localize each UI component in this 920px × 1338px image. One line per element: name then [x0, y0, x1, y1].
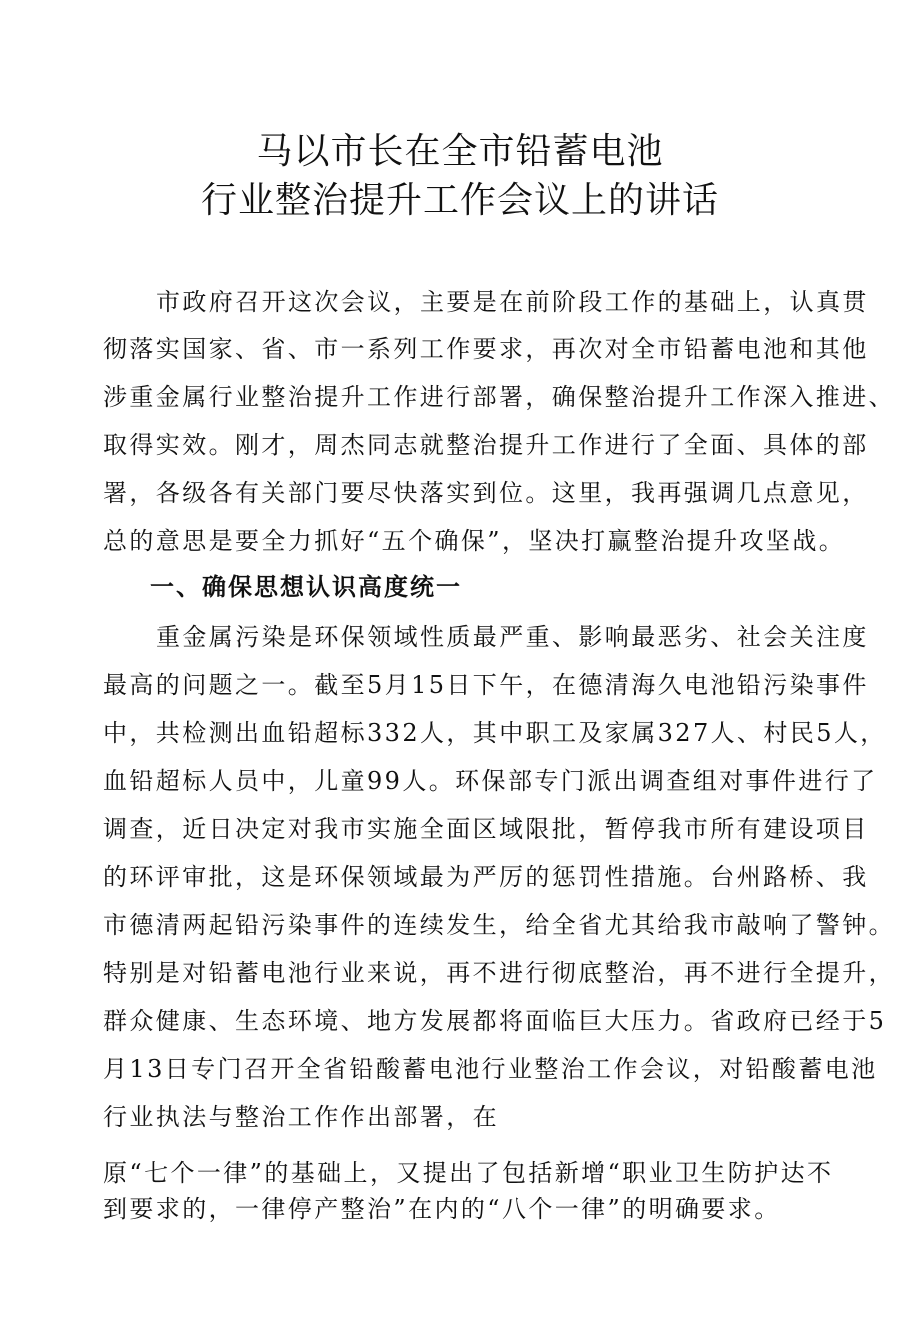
paragraph-line: 的环评审批，这是环保领域最为严厉的惩罚性措施。台州路桥、我	[103, 863, 869, 891]
paragraph-line: 市德清两起铅污染事件的连续发生，给全省尤其给我市敲响了警钟。	[103, 911, 895, 939]
paragraph-line: 取得实效。刚才，周杰同志就整治提升工作进行了全面、具体的部	[103, 431, 869, 459]
paragraph-line: 调查，近日决定对我市实施全面区域限批，暂停我市所有建设项目	[103, 815, 869, 843]
document-title-line-2: 行业整治提升工作会议上的讲话	[200, 180, 719, 221]
paragraph-line: 市政府召开这次会议，主要是在前阶段工作的基础上，认真贯	[156, 288, 869, 316]
paragraph-line: 最高的问题之一。截至5月15日下午，在德清海久电池铅污染事件	[103, 671, 869, 699]
paragraph-line: 到要求的，一律停产整治”在内的“八个一律”的明确要求。	[103, 1195, 781, 1223]
paragraph-line: 群众健康、生态环境、地方发展都将面临巨大压力。省政府已经于5	[103, 1007, 887, 1035]
paragraph-line: 行业执法与整治工作作出部署，在	[103, 1103, 499, 1131]
paragraph-line: 血铅超标人员中，儿童99人。环保部专门派出调查组对事件进行了	[103, 767, 878, 795]
section-heading: 一、确保思想认识高度统一	[150, 573, 462, 601]
paragraph-line: 署，各级各有关部门要尽快落实到位。这里，我再强调几点意见，	[103, 479, 869, 507]
paragraph-line: 总的意思是要全力抓好“五个确保”，坚决打赢整治提升攻坚战。	[103, 527, 846, 555]
paragraph-line: 涉重金属行业整治提升工作进行部署，确保整治提升工作深入推进、	[103, 383, 895, 411]
paragraph-line: 原“七个一律”的基础上，又提出了包括新增“职业卫生防护达不	[103, 1159, 834, 1187]
paragraph-line: 特别是对铅蓄电池行业来说，再不进行彻底整治，再不进行全提升，	[103, 959, 895, 987]
paragraph-line: 重金属污染是环保领域性质最严重、影响最恶劣、社会关注度	[156, 623, 869, 651]
document-title-line-1: 马以市长在全市铅蓄电池	[256, 131, 664, 172]
paragraph-line: 月13日专门召开全省铅酸蓄电池行业整治工作会议，对铅酸蓄电池	[103, 1055, 878, 1083]
paragraph-line: 彻落实国家、省、市一系列工作要求，再次对全市铅蓄电池和其他	[103, 335, 869, 363]
paragraph-line: 中，共检测出血铅超标332人，其中职工及家属327人、村民5人，	[103, 719, 887, 747]
